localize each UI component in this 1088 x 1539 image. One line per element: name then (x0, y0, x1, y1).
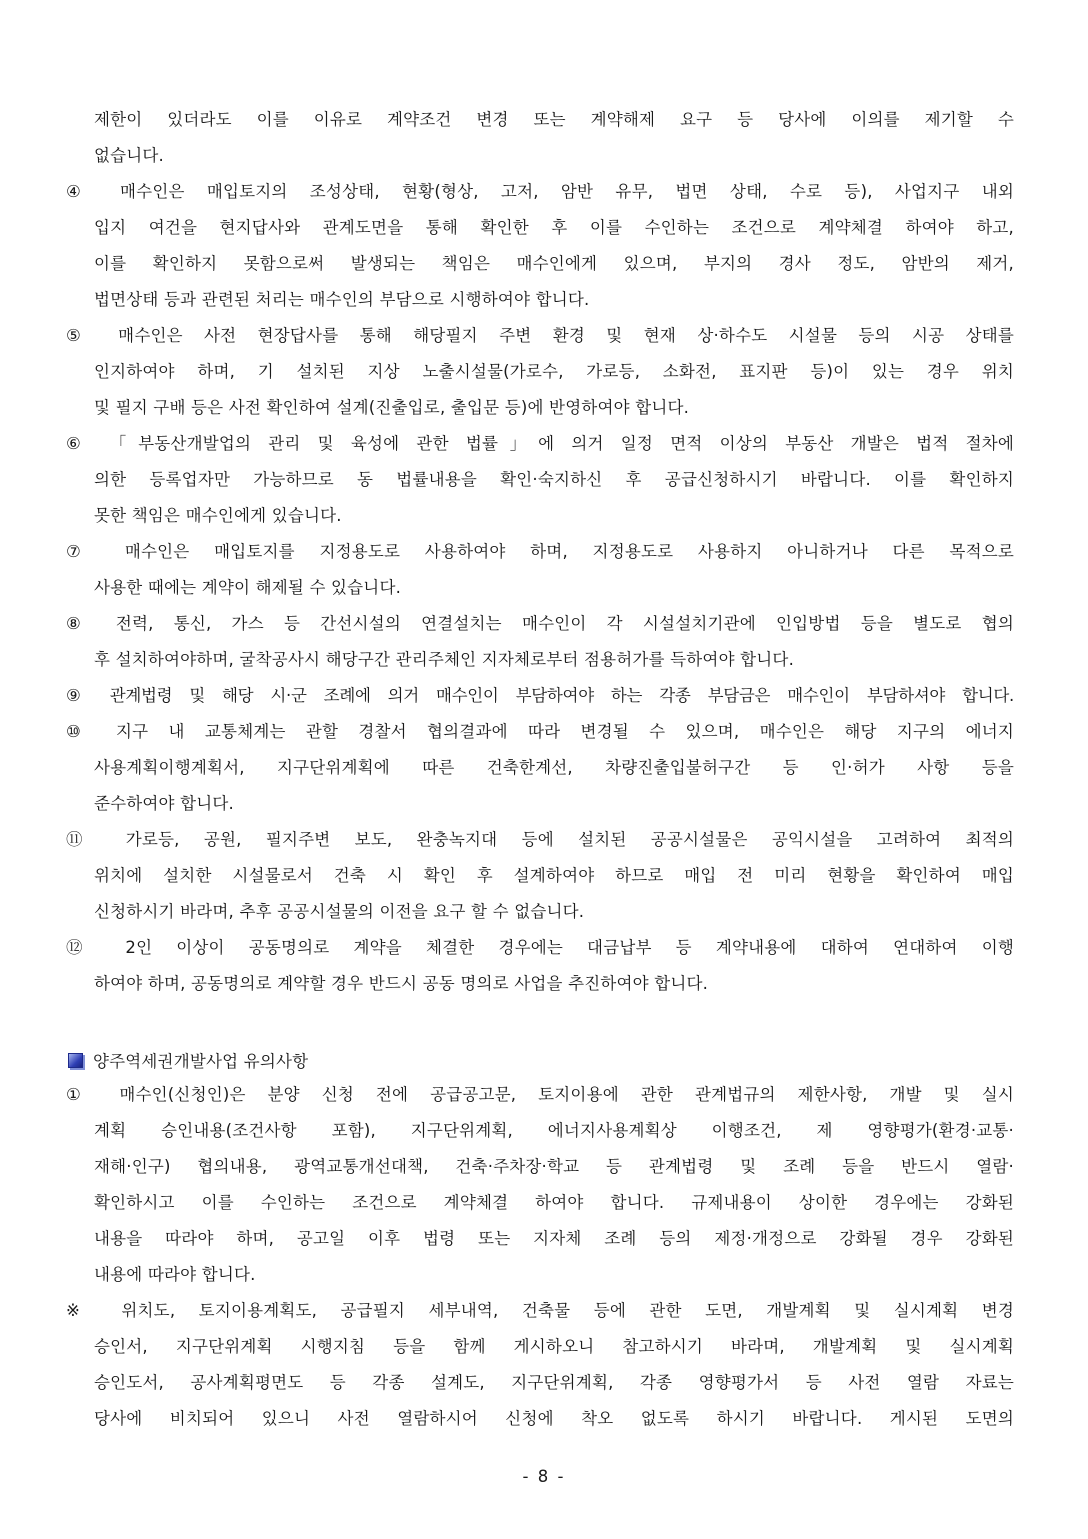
list-item-5-line: ⑤ 매수인은 사전 현장답사를 통해 해당필지 주변 환경 및 현재 상·하수도 시설물 등의 시공 상태를 (66, 326, 1014, 345)
list-item-12-line: ⑫ 2인 이상이 공동명의로 계약을 체결한 경우에는 대금납부 등 계약내용에 대하여 연대하여 이행 (66, 938, 1014, 957)
text-line: 당사에 비치되어 있으니 사전 열람하시어 신청에 착오 없도록 하시기 바랍니다. 게시된 도면의 (94, 1409, 1014, 1428)
text-line: 승인도서, 공사계획평면도 등 각종 설계도, 지구단위계획, 각종 영향평가서 등 사전 열람 자료는 (94, 1373, 1014, 1392)
list-item-7-line: ⑦ 매수인은 매입토지를 지정용도로 사용하여야 하며, 지정용도로 사용하지 아니하거나 다른 목적으로 (66, 542, 1014, 561)
list-item-8-line: ⑧ 전력, 통신, 가스 등 간선시설의 연결설치는 매수인이 각 시설설치기관에 인입방법 등을 별도로 협의 (66, 614, 1014, 633)
text-line: 확인하시고 이를 수인하는 조건으로 계약체결 하여야 합니다. 규제내용이 상이한 경우에는 강화된 (94, 1193, 1014, 1212)
list-item-6-line: ⑥ 「부동산개발업의 관리 및 육성에 관한 법률」에 의거 일정 면적 이상의 부동산 개발은 법적 절차에 (66, 434, 1014, 453)
text-line: 내용을 따라야 하며, 공고일 이후 법령 또는 지자체 조례 등의 제정·개정으로 강화될 경우 강화된 (94, 1229, 1014, 1248)
text-line: 신청하시기 바라며, 추후 공공시설물의 이전을 요구 할 수 없습니다. (94, 902, 585, 921)
text-line: 의한 등록업자만 가능하므로 동 법률내용을 확인·숙지하신 후 공급신청하시기 바랍니다. 이를 확인하지 (94, 470, 1014, 489)
list-item-11-line: ⑪ 가로등, 공원, 필지주변 보도, 완충녹지대 등에 설치된 공공시설물은 공익시설을 고려하여 최적의 (66, 830, 1014, 849)
list-item-4-line: ④ 매수인은 매입토지의 조성상태, 현황(형상, 고저, 암반 유무, 법면 상태, 수로 등), 사업지구 내외 (66, 182, 1014, 201)
text-line: 승인서, 지구단위계획 시행지침 등을 함께 게시하오니 참고하시기 바라며, 개발계획 및 실시계획 (94, 1337, 1014, 1356)
note-line: ※ 위치도, 토지이용계획도, 공급필지 세부내역, 건축물 등에 관한 도면, 개발계획 및 실시계획 변경 (66, 1301, 1014, 1320)
text-line: 준수하여야 합니다. (94, 794, 235, 813)
page-number: - 8 - (522, 1467, 566, 1486)
text-line: 인지하여야 하며, 기 설치된 지상 노출시설물(가로수, 가로등, 소화전, 표지판 등)이 있는 경우 위치 (94, 362, 1014, 381)
section-heading-text: 양주역세권개발사업 유의사항 (93, 1052, 309, 1071)
text-line: 재해·인구) 협의내용, 광역교통개선대책, 건축·주차장·학교 등 관계법령 및 조례 등을 반드시 열람· (94, 1157, 1014, 1176)
text-line: 하여야 하며, 공동명의로 계약할 경우 반드시 공동 명의로 사업을 추진하여야 합니다. (94, 974, 709, 993)
text-line: 사용계획이행계획서, 지구단위계획에 따른 건축한계선, 차량진출입불허구간 등 인·허가 사항 등을 (94, 758, 1014, 777)
section-item-1-line: ① 매수인(신청인)은 분양 신청 전에 공급공고문, 토지이용에 관한 관계법규의 제한사항, 개발 및 실시 (66, 1085, 1014, 1104)
list-item-9-line: ⑨ 관계법령 및 해당 시·군 조례에 의거 매수인이 부담하여야 하는 각종 부담금은 매수인이 부담하셔야 합니다. (66, 686, 1014, 705)
text-line: 못한 책임은 매수인에게 있습니다. (94, 506, 342, 525)
text-line: 제한이 있더라도 이를 이유로 계약조건 변경 또는 계약해제 요구 등 당사에 이의를 제기할 수 (94, 110, 1014, 129)
text-line: 이를 확인하지 못함으로써 발생되는 책임은 매수인에게 있으며, 부지의 경사 정도, 암반의 제거, (94, 254, 1014, 273)
text-line: 후 설치하여야하며, 굴착공사시 해당구간 관리주체인 지자체로부터 점용허가를 득하여야 합니다. (94, 650, 795, 669)
text-line: 입지 여건을 현지답사와 관계도면을 통해 확인한 후 이를 수인하는 조건으로 계약체결 하여야 하고, (94, 218, 1014, 237)
text-line: 및 필지 구배 등은 사전 확인하여 설계(진출입로, 출입문 등)에 반영하여야 합니다. (94, 398, 690, 417)
text-line: 내용에 따라야 합니다. (94, 1265, 256, 1284)
text-line: 없습니다. (94, 146, 165, 165)
section-heading (68, 1049, 308, 1071)
square-bullet-icon (68, 1053, 83, 1068)
text-line: 계획 승인내용(조건사항 포함), 지구단위계획, 에너지사용계획상 이행조건, 제 영향평가(환경·교통· (94, 1121, 1014, 1140)
list-item-10-line: ⑩ 지구 내 교통체계는 관할 경찰서 협의결과에 따라 변경될 수 있으며, 매수인은 해당 지구의 에너지 (66, 722, 1014, 741)
text-line: 법면상태 등과 관련된 처리는 매수인의 부담으로 시행하여야 합니다. (94, 290, 590, 309)
text-line: 사용한 때에는 계약이 해제될 수 있습니다. (94, 578, 402, 597)
text-line: 위치에 설치한 시설물로서 건축 시 확인 후 설계하여야 하므로 매입 전 미리 현황을 확인하여 매입 (94, 866, 1014, 885)
